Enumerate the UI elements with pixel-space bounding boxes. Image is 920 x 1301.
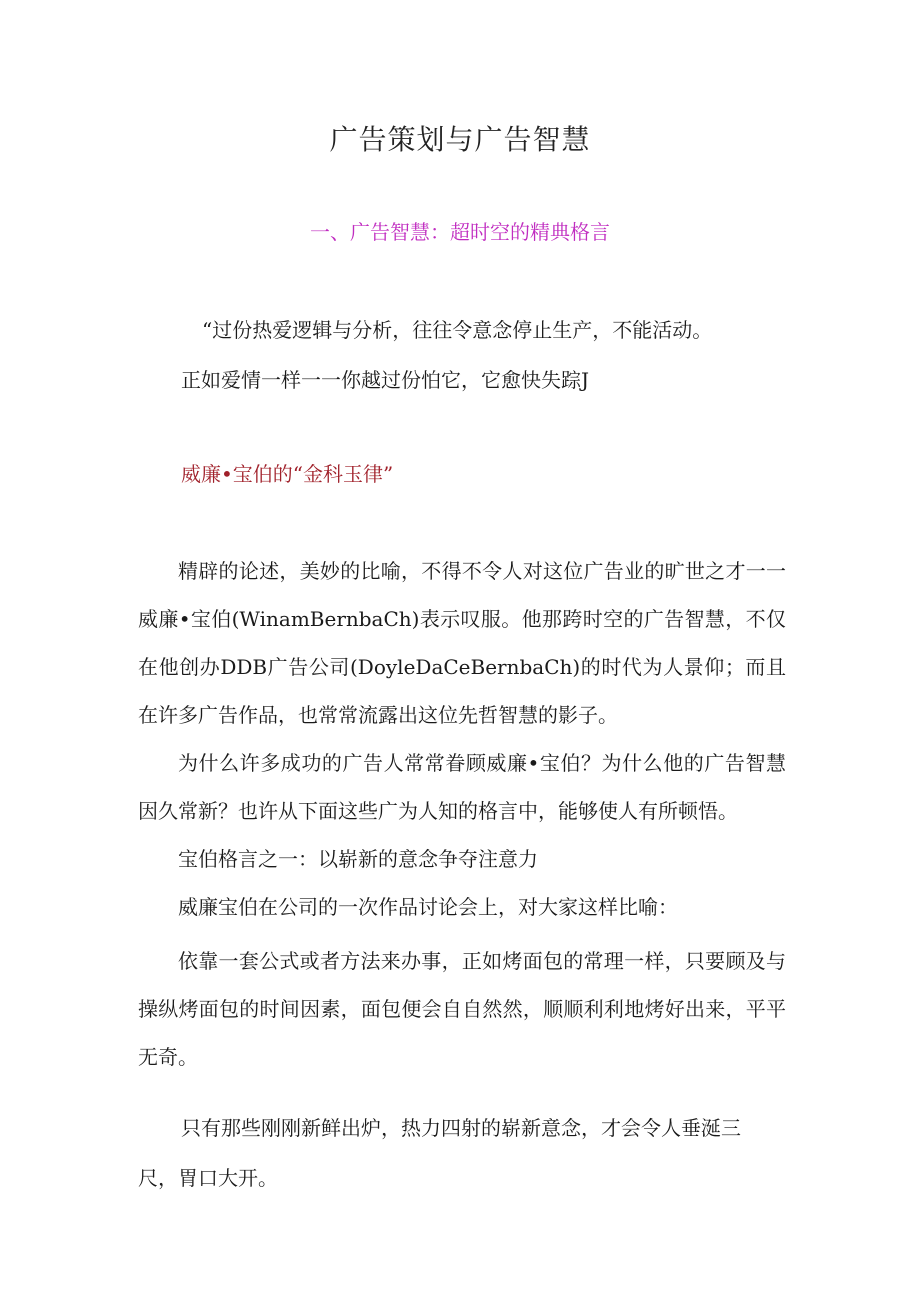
sub-heading: 威廉•宝伯的“金科玉律”: [181, 462, 394, 486]
document-title: 广告策划与广告智慧: [329, 123, 591, 156]
paragraph: 为什么许多成功的广告人常常眷顾威廉•宝伯？为什么他的广告智慧因久常新？也许从下面这些广为人知的格言中，能够使人有所顿悟。: [138, 751, 786, 823]
section-heading: 一、广告智慧：超时空的精典格言: [310, 220, 610, 244]
paragraph: 宝伯格言之一：以崭新的意念争夺注意力: [178, 847, 538, 871]
paragraph: 精辟的论述，美妙的比喻，不得不令人对这位广告业的旷世之才一一威廉•宝伯(WinamBernbaCh)表示叹服。他那跨时空的广告智慧，不仅在他创办DDB广告公司(DoyleDaCeBernbaCh)的时代为人景仰；而且在许多广告作品，也常常流露出这位先哲智慧的影子。: [138, 559, 786, 727]
paragraph: 只有那些刚刚新鲜出炉，热力四射的崭新意念，才会令人垂涎三: [181, 1116, 741, 1140]
paragraph: 尺，胃口大开。: [138, 1166, 278, 1190]
paragraph: 依靠一套公式或者方法来办事，正如烤面包的常理一样，只要顾及与操纵烤面包的时间因素，面包便会自自然然，顺顺利利地烤好出来，平平无奇。: [138, 949, 786, 1069]
body-paragraphs-block-2: [138, 937, 786, 1081]
paragraph: 威廉宝伯在公司的一次作品讨论会上，对大家这样比喻：: [178, 895, 678, 919]
quote-line-1: “过份热爱逻辑与分析，往往令意念停止生产，不能活动。: [202, 318, 713, 342]
body-paragraphs-block-1: [138, 547, 786, 931]
quote-line-2: 正如爱情一样一一你越过份怕它，它愈快失踪J: [181, 368, 590, 392]
